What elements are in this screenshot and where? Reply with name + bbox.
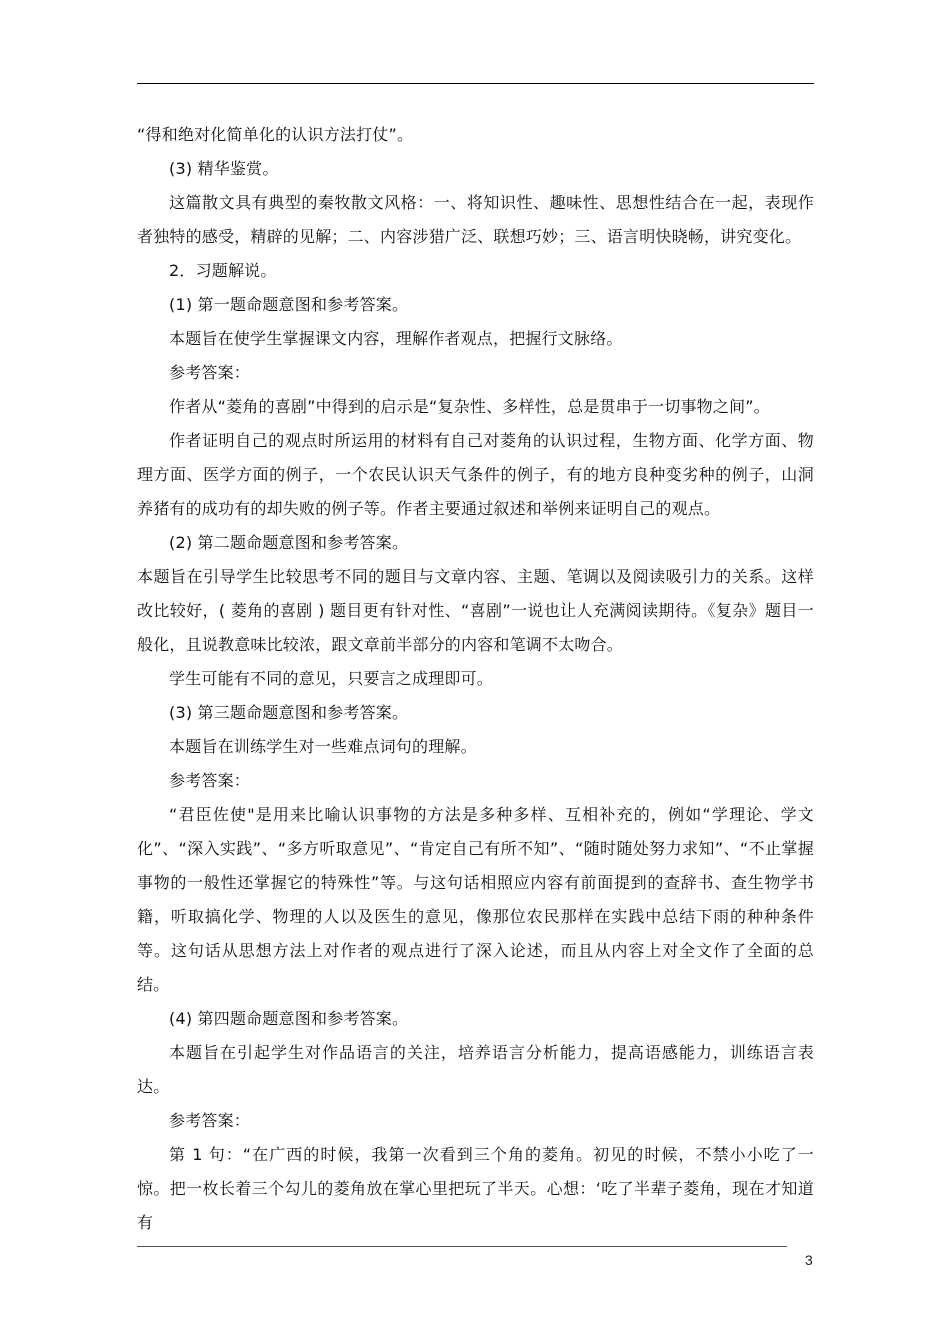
paragraph: 本题旨在使学生掌握课文内容，理解作者观点，把握行文脉络。 bbox=[169, 329, 623, 348]
page-number: 3 bbox=[805, 1252, 813, 1268]
paragraph: 第 1 句：“在广西的时候，我第一次看到三个角的菱角。初见的时候，不禁小小吃了一惊。把一枚长着三个勾儿的菱角放在掌心里把玩了半天。心想：‘吃了半辈子菱角，现在才知道有 bbox=[137, 1145, 814, 1232]
paragraph: 作者从“菱角的喜剧”中得到的启示是“复杂性、多样性，总是贯串于一切事物之间”。 bbox=[169, 397, 770, 416]
paragraph: (1) 第一题命题意图和参考答案。 bbox=[169, 295, 409, 314]
paragraph: 本题旨在引起学生对作品语言的关注，培养语言分析能力，提高语感能力，训练语言表达。 bbox=[137, 1043, 814, 1096]
paragraph: 2．习题解说。 bbox=[169, 261, 277, 280]
paragraph: (2) 第二题命题意图和参考答案。 bbox=[169, 533, 409, 552]
paragraph: 这篇散文具有典型的秦牧散文风格：一、将知识性、趣味性、思想性结合在一起，表现作者独特的感受，精辟的见解；二、内容涉猎广泛、联想巧妙；三、语言明快晓畅，讲究变化。 bbox=[137, 193, 814, 246]
paragraph: 学生可能有不同的意见，只要言之成理即可。 bbox=[169, 669, 494, 688]
paragraph: 作者证明自己的观点时所运用的材料有自己对菱角的认识过程，生物方面、化学方面、物理方面、医学方面的例子，一个农民认识天气条件的例子，有的地方良种变劣种的例子，山洞养猪有的成功有的却失败的例子等。作者主要通过叙述和举例来证明自己的观点。 bbox=[137, 431, 814, 518]
header-rule bbox=[137, 83, 814, 84]
document-body bbox=[137, 118, 814, 1240]
paragraph: 参考答案： bbox=[169, 363, 251, 382]
paragraph: 参考答案： bbox=[169, 1111, 251, 1130]
paragraph: “君臣佐使"是用来比喻认识事物的方法是多种多样、互相补充的，例如“学理论、学文化”、“深入实践”、“多方听取意见”、“肯定自己有所不知”、“随时随处努力求知”、“不止掌握事物的一般性还掌握它的特殊性”等。与这句话相照应内容有前面提到的查辞书、查生物学书籍，听取搞化学、物理的人以及医生的意见，像那位农民那样在实践中总结下雨的种种条件等。这句话从思想方法上对作者的观点进行了深入论述，而且从内容上对全文作了全面的总结。 bbox=[137, 805, 814, 994]
paragraph: 参考答案： bbox=[169, 771, 251, 790]
paragraph: (3) 精华鉴赏。 bbox=[169, 159, 279, 178]
paragraph: 本题旨在引导学生比较思考不同的题目与文章内容、主题、笔调以及阅读吸引力的关系。这样改比较好，( 菱角的喜剧 ) 题目更有针对性、“喜剧”一说也让人充满阅读期待。《复杂》题目一般化，且说教意味比较浓，跟文章前半部分的内容和笔调不太吻合。 bbox=[137, 567, 814, 654]
paragraph: (3) 第三题命题意图和参考答案。 bbox=[169, 703, 409, 722]
footer-rule bbox=[137, 1246, 787, 1247]
paragraph: “得和绝对化简单化的认识方法打仗”。 bbox=[137, 125, 414, 144]
paragraph: (4) 第四题命题意图和参考答案。 bbox=[169, 1009, 409, 1028]
paragraph: 本题旨在训练学生对一些难点词句的理解。 bbox=[169, 737, 477, 756]
